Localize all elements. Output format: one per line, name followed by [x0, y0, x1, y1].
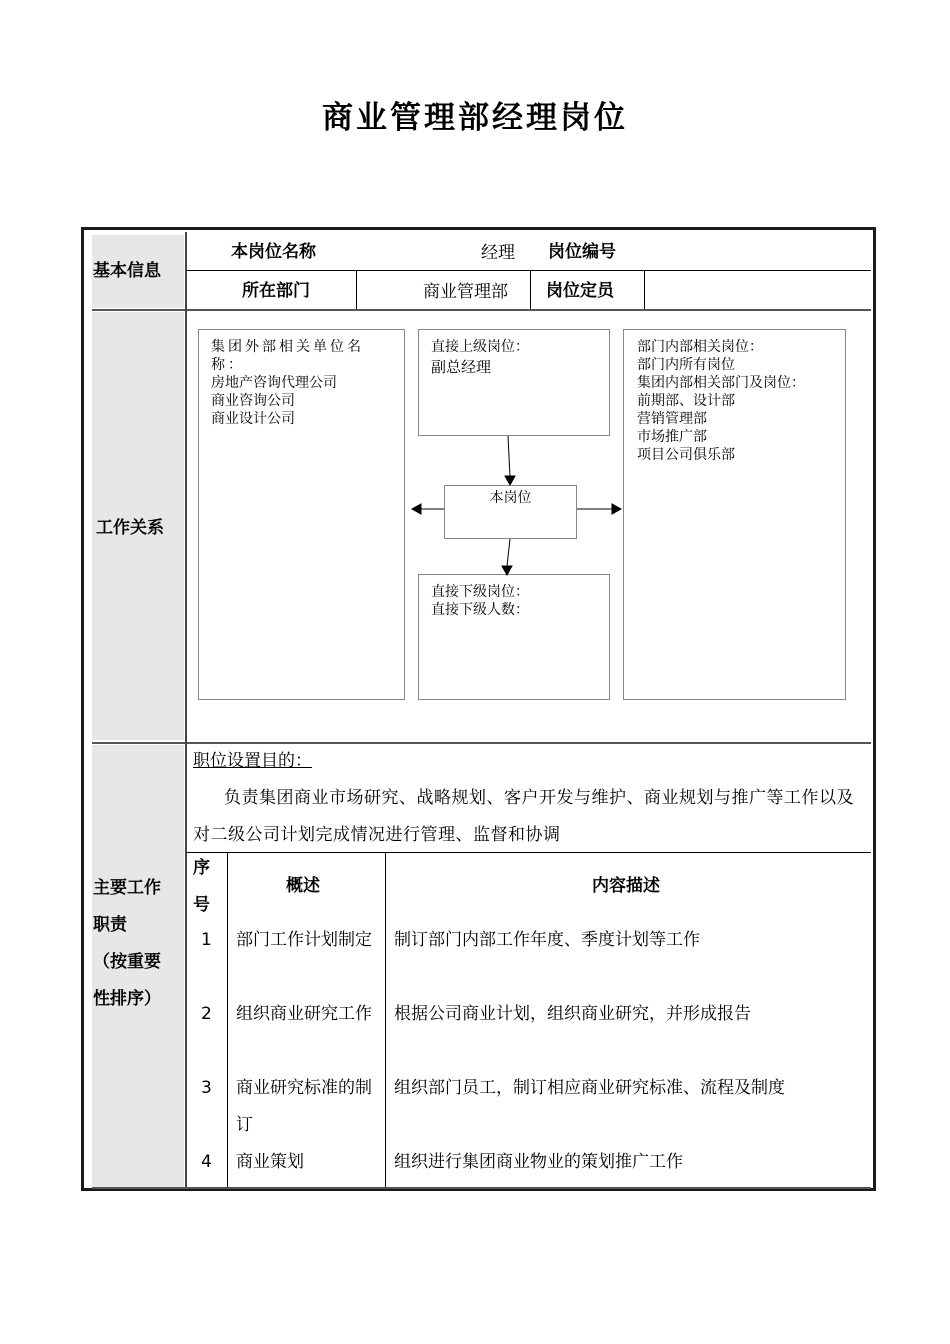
internal-line: 营销管理部	[637, 411, 707, 427]
position-name-label: 本岗位名称	[231, 242, 316, 262]
row-summary: 组织商业研究工作	[236, 1004, 372, 1024]
arrow-self-to-subordinate	[507, 539, 510, 566]
internal-line: 集团内部相关部门及岗位：	[637, 375, 805, 391]
row-no: 2	[201, 1004, 212, 1024]
superior-heading: 直接上级岗位：	[431, 339, 529, 355]
col-header-summary: 概述	[286, 876, 320, 896]
headcount-label: 岗位定员	[546, 281, 614, 301]
relations-label: 工作关系	[96, 518, 164, 538]
arrowhead-down-icon	[502, 566, 512, 575]
col-header-detail: 内容描述	[592, 876, 660, 896]
internal-line: 市场推广部	[637, 429, 707, 445]
row-no: 3	[201, 1078, 212, 1098]
row-summary: 商业策划	[236, 1152, 304, 1172]
row-no: 4	[201, 1152, 212, 1172]
subordinate-count-label: 直接下级人数：	[431, 602, 529, 618]
internal-line: 部门内所有岗位	[637, 357, 735, 373]
position-name-value: 经理	[481, 243, 515, 263]
col-header-no: 序号	[193, 858, 210, 915]
row-no: 1	[201, 930, 212, 950]
department-label: 所在部门	[242, 281, 310, 301]
row-detail: 根据公司商业计划，组织商业研究，并形成报告	[394, 1004, 751, 1024]
row-summary: 部门工作计划制定	[236, 930, 372, 950]
row-detail: 组织进行集团商业物业的策划推广工作	[394, 1152, 683, 1172]
duties-label-line: 性排序）	[93, 989, 161, 1009]
row-detail: 制订部门内部工作年度、季度计划等工作	[394, 930, 700, 950]
purpose-heading: 职位设置目的：	[193, 751, 312, 771]
arrowhead-down-icon	[505, 476, 515, 485]
external-item: 商业咨询公司	[211, 393, 295, 409]
internal-line: 部门内部相关岗位：	[637, 339, 763, 355]
duties-label-line: 职责	[93, 915, 127, 935]
external-item: 商业设计公司	[211, 411, 295, 427]
page-title: 商业管理部经理岗位	[322, 100, 628, 136]
duties-label	[93, 870, 161, 1018]
arrowhead-left-icon	[412, 504, 421, 514]
basic-info-label: 基本信息	[93, 261, 161, 281]
row-summary: 商业研究标准的制订	[236, 1078, 372, 1135]
department-value: 商业管理部	[423, 282, 508, 302]
position-code-label: 岗位编号	[548, 242, 616, 262]
purpose-text: 负责集团商业市场研究、战略规划、客户开发与维护、商业规划与推广等工作以及对二级公司计划完成情况进行管理、监督和协调	[193, 788, 854, 845]
row-detail: 组织部门员工，制订相应商业研究标准、流程及制度	[394, 1078, 785, 1098]
internal-line: 前期部、设计部	[637, 393, 735, 409]
external-heading: 集团外部相关单位名称：	[211, 339, 364, 373]
superior-value: 副总经理	[431, 358, 492, 376]
arrow-superior-to-self	[508, 436, 510, 477]
external-item: 房地产咨询代理公司	[211, 375, 337, 391]
duties-label-line: （按重要	[93, 952, 161, 972]
self-position-label: 本岗位	[489, 490, 532, 506]
arrowhead-right-icon	[612, 504, 621, 514]
internal-line: 项目公司俱乐部	[637, 447, 735, 463]
subordinate-heading: 直接下级岗位：	[431, 584, 529, 600]
duties-label-line: 主要工作	[93, 878, 161, 898]
